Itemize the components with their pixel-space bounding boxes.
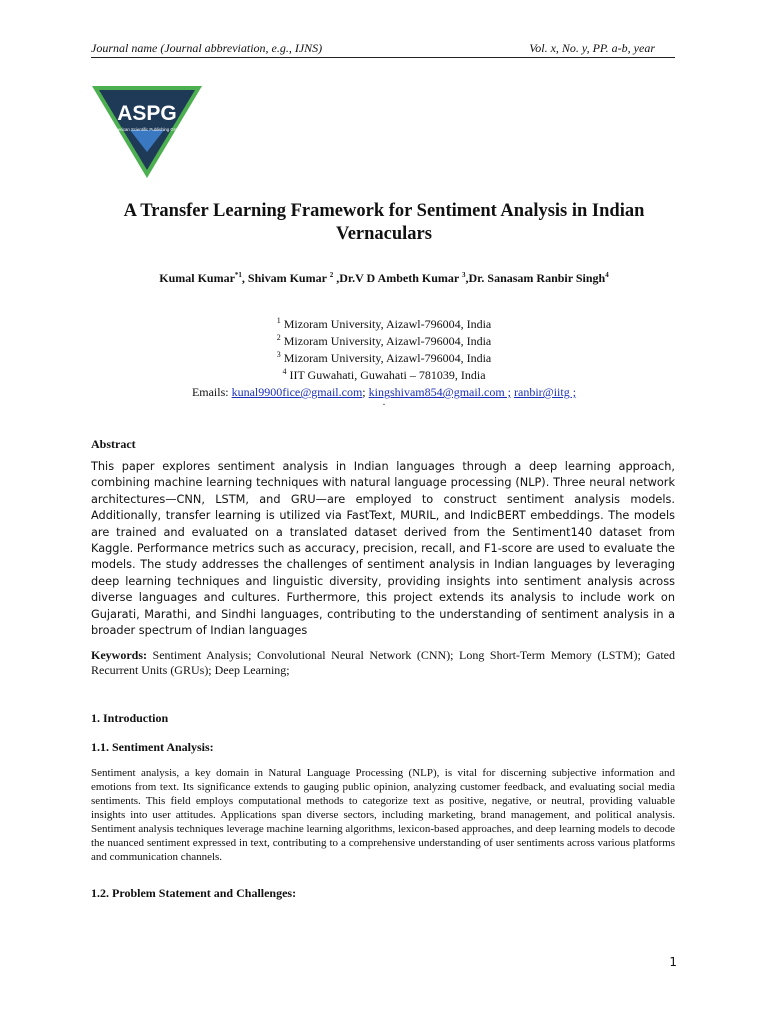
keywords (91, 648, 675, 678)
keywords-label: Keywords: (91, 648, 147, 662)
affiliation: $^2$ Mizoram University, Aizawl-796004, India (276, 333, 492, 348)
email-link[interactable]: kunal9900fice@gmail.com (231, 385, 363, 399)
author-list: Kumal Kumar$^{*1}$, Shivam Kumar $^2$ ,Dr.V D Ambeth Kumar $^3$,Dr. Sanasam Ranbir Singh$^4$ (159, 271, 609, 285)
emails-label: Emails: (191, 385, 232, 399)
paper-title: A Transfer Learning Framework for Sentiment Analysis in Indian Vernaculars (123, 201, 645, 244)
affiliation: $^1$ Mizoram University, Aizawl-796004, India (276, 316, 492, 331)
page-number: 1 (669, 955, 677, 969)
section-body: Sentiment analysis, a key domain in Natural Language Processing (NLP), is vital for discerning subjective information and emotions from text. Its significance extends to gauging public opinion, analyzing customer feedback, and evaluating social media sentiments. This field employs computational methods to categorize text as positive, negative, or neutral, providing valuable insights into user attitudes. Applications span diverse sectors, including marketing, brand management, and political analysis. Sentiment analysis techniques leverage machine learning algorithms, lexicon-based approaches, and deep learning models to decode the nuanced sentiment expressed in text, contributing to a comprehensive understanding of user sentiments across various platforms and communication channels. (91, 767, 675, 863)
email-link[interactable]: kingshivam854@gmail.com ; (368, 385, 512, 399)
author: Shivam Kumar (247, 271, 330, 285)
logo-text: ASPG (117, 102, 177, 125)
abstract-heading: Abstract (91, 437, 136, 451)
email-trailing-dot: . (382, 397, 386, 408)
running-header (91, 41, 675, 58)
journal-name: Journal name (Journal abbreviation, e.g., IJNS) (91, 41, 323, 55)
affiliation-list (80, 314, 688, 382)
subsection-heading: 1.2. Problem Statement and Challenges: (91, 886, 297, 900)
abstract-body: This paper explores sentiment analysis in Indian languages through a deep learning approach, combining machine learning techniques with natural language processing (NLP). Three neural network architectures—CNN, LSTM, and GRU—are employed to construct sentiment analysis models. Additionally, transfer learning is utilized via FastText, MURIL, and IndicBERT embeddings. The models are trained and evaluated on a translated dataset derived from the Sentiment140 dataset from Kaggle. Performance metrics such as accuracy, precision, recall, and F1-score are used to evaluate the models. The study addresses the challenges of sentiment analysis in Indian languages by leveraging deep learning techniques and linguistic diversity, providing insights into sentiment analysis across diverse languages and cultures. Furthermore, this project extends its analysis to include work on Gujarati, Marathi, and Sindhi languages, contributing to the understanding of sentiment analysis in a broader spectrum of Indian languages (91, 460, 675, 638)
author: Dr. Sanasam Ranbir Singh (468, 271, 606, 285)
email-line: Emails: kunal9900fice@gmail.com; kingshivam854@gmail.com ; ranbir@iitg ; (191, 385, 577, 399)
volume-info: Vol. x, No. y, PP. a-b, year (529, 41, 655, 55)
affiliation: $^3$ Mizoram University, Aizawl-796004, India (276, 350, 492, 365)
aspg-logo (92, 86, 202, 178)
affiliation: $^4$ IIT Guwahati, Guwahati – 781039, India (282, 367, 486, 382)
email-link[interactable]: ranbir@iitg ; (514, 385, 577, 399)
section-heading: 1. Introduction (91, 711, 169, 725)
keywords-text: Sentiment Analysis; Convolutional Neural Network (CNN); Long Short-Term Memory (LSTM); Gated Recurrent Units (GRUs); Deep Learning; (91, 648, 675, 677)
author: Dr.V D Ambeth Kumar (339, 271, 463, 285)
subsection-heading: 1.1. Sentiment Analysis: (91, 740, 214, 754)
author: Kumal Kumar (159, 271, 235, 285)
logo-subtext: American Scientific Publishing Group (111, 127, 183, 132)
